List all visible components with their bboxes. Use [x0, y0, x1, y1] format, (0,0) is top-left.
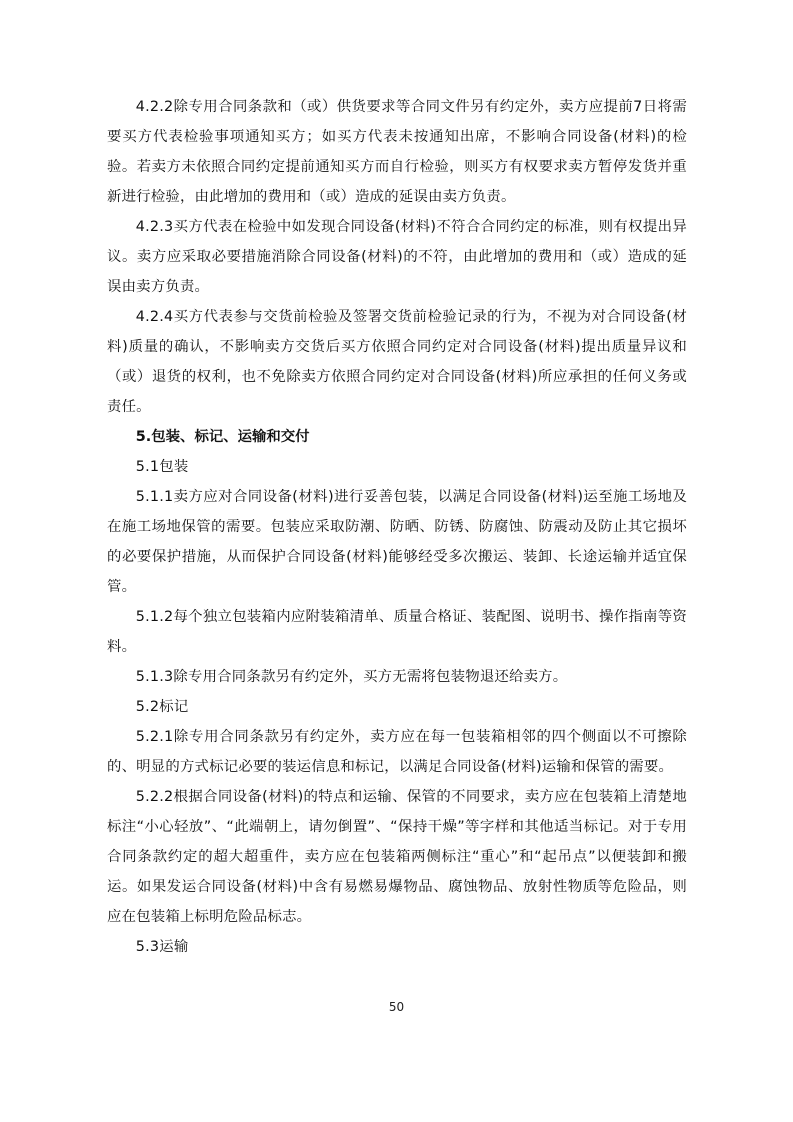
paragraph-4-2-2: 4.2.2除专用合同条款和（或）供货要求等合同文件另有约定外，卖方应提前7日将需要买方代表检验事项通知买方；如买方代表未按通知出席，不影响合同设备(材料)的检验。若卖方未依照合同约定提前通知买方而自行检验，则买方有权要求卖方暂停发货并重新进行检验，由此增加的费用和（或）造成的延误由卖方负责。	[107, 99, 687, 205]
subsection-heading-5-1: 5.1包装	[135, 459, 189, 475]
section-heading-5: 5.包装、标记、运输和交付	[135, 429, 310, 445]
paragraph-5-2-1: 5.2.1除专用合同条款另有约定外，卖方应在每一包装箱相邻的四个侧面以不可擦除的、明显的方式标记必要的装运信息和标记，以满足合同设备(材料)运输和保管的需要。	[107, 729, 687, 775]
paragraph-5-1-1: 5.1.1卖方应对合同设备(材料)进行妥善包装，以满足合同设备(材料)运至施工场地及在施工场地保管的需要。包装应采取防潮、防晒、防锈、防腐蚀、防震动及防止其它损坏的必要保护措施，从而保护合同设备(材料)能够经受多次搬运、装卸、长途运输并适宜保管。	[107, 489, 687, 595]
document-body	[107, 92, 687, 962]
subsection-heading-5-3: 5.3运输	[135, 939, 189, 955]
subsection-heading-5-2: 5.2标记	[135, 699, 189, 715]
paragraph-4-2-3: 4.2.3买方代表在检验中如发现合同设备(材料)不符合合同约定的标准，则有权提出异议。卖方应采取必要措施消除合同设备(材料)的不符，由此增加的费用和（或）造成的延误由卖方负责。	[107, 219, 687, 295]
paragraph-5-1-2: 5.1.2每个独立包装箱内应附装箱清单、质量合格证、装配图、说明书、操作指南等资料。	[107, 609, 687, 655]
paragraph-5-2-2: 5.2.2根据合同设备(材料)的特点和运输、保管的不同要求，卖方应在包装箱上清楚地标注“小心轻放”、“此端朝上，请勿倒置”、“保持干燥”等字样和其他适当标记。对于专用合同条款约定的超大超重件，卖方应在包装箱两侧标注“重心”和“起吊点”以便装卸和搬运。如果发运合同设备(材料)中含有易燃易爆物品、腐蚀物品、放射性物质等危险品，则应在包装箱上标明危险品标志。	[107, 789, 687, 925]
paragraph-4-2-4: 4.2.4买方代表参与交货前检验及签署交货前检验记录的行为，不视为对合同设备(材料)质量的确认，不影响卖方交货后买方依照合同约定对合同设备(材料)提出质量异议和（或）退货的权利，也不免除卖方依照合同约定对合同设备(材料)所应承担的任何义务或责任。	[107, 309, 687, 415]
paragraph-5-1-3: 5.1.3除专用合同条款另有约定外，买方无需将包装物退还给卖方。	[135, 669, 568, 685]
page-number: 50	[388, 1000, 405, 1014]
